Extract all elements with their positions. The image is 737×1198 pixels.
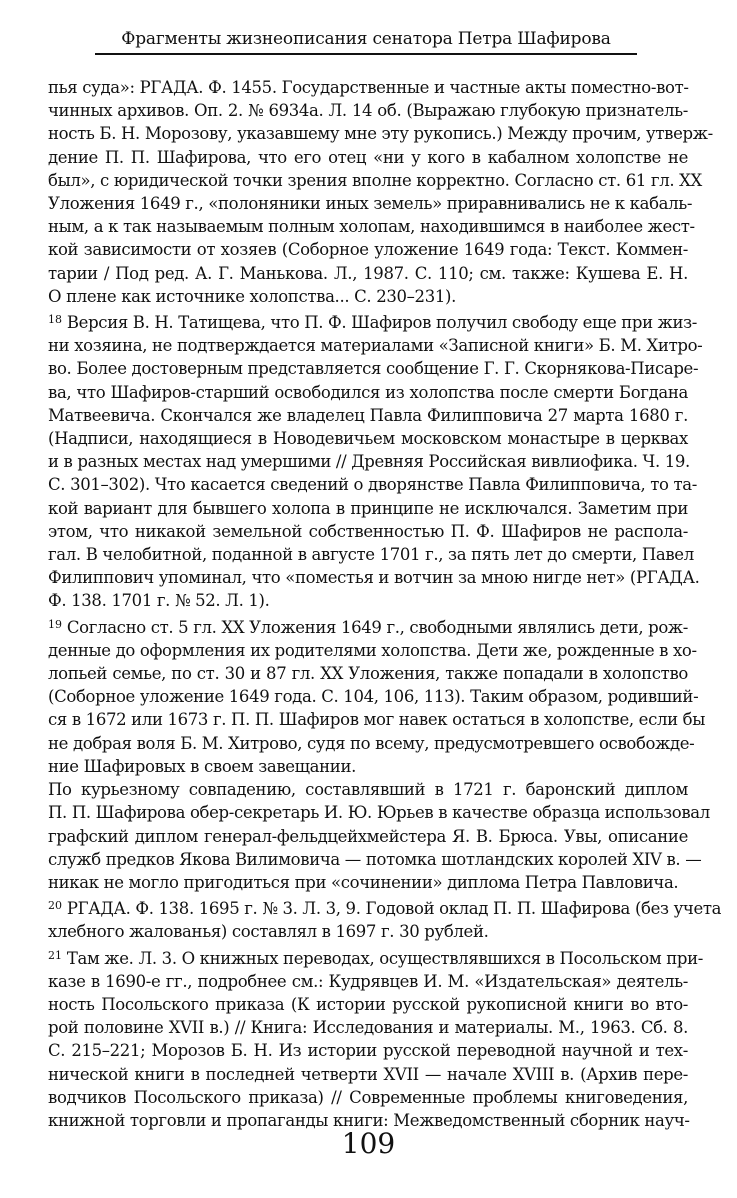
text-line: кой вариант для бывшего холопа в принципе не исключался. Заметим при [48,498,688,518]
text-line: во. Более достоверным представляется сообщение Г. Г. Скорнякова-Писаре- [48,359,699,379]
text-line: С. 301–302). Что касается сведений о дворянстве Павла Филипповича, то та- [48,475,698,495]
text-line: дение П. П. Шафирова, что его отец «ни у кого в кабалном холопстве не [48,147,688,167]
footnote-number: 20 [48,899,62,913]
text-line: казе в 1690-е гг., подробнее см.: Кудрявцев И. М. «Издательская» деятель- [48,971,688,991]
footnote-18 [48,308,698,334]
footnotes-text [48,76,722,1132]
footnote-20 [48,894,722,920]
text-line: водчиков Посольского приказа) // Современные проблемы книговедения, [48,1087,688,1107]
text-line: хлебного жалованья) составлял в 1697 г. 30 рублей. [48,922,489,942]
text-line: По курьезному совпадению, составлявший в 1721 г. баронский диплом [48,780,688,800]
text-line: (Соборное уложение 1649 года. С. 104, 106, 113). Таким образом, родивший- [48,687,699,707]
footnote-number: 19 [48,617,62,631]
text-line: рой половине XVII в.) // Книга: Исследования и материалы. М., 1963. Сб. 8. [48,1018,688,1038]
text-line: был», с юридической точки зрения вполне корректно. Согласно ст. 61 гл. XX [48,170,702,190]
text-line: пья суда»: РГАДА. Ф. 1455. Государственные и частные акты поместно-вот- [48,78,689,97]
text-line: этом, что никакой земельной собственностью П. Ф. Шафиров не распола- [48,521,688,541]
text-line: Ф. 138. 1701 г. № 52. Л. 1). [48,591,270,611]
text-line: Согласно ст. 5 гл. XX Уложения 1649 г., свободными являлись дети, рож- [66,617,688,637]
text-line: тарии / Под ред. А. Г. Манькова. Л., 1987. С. 110; см. также: Кушева Е. Н. [48,263,688,283]
text-line: ся в 1672 или 1673 г. П. П. Шафиров мог навек остаться в холопстве, если бы [48,710,706,730]
text-line: лопьей семье, по ст. 30 и 87 гл. XX Уложения, также попадали в холопство [48,664,688,684]
text-line: ность Посольского приказа (К истории русской рукописной книги во вто- [48,994,688,1014]
text-line: ва, что Шафиров-старший освободился из холопства после смерти Богдана [48,382,688,402]
text-line: (Надписи, находящиеся в Новодевичьем московском монастыре в церквах [48,429,688,449]
text-line: ние Шафировых в своем завещании. [48,756,356,776]
text-line: ни хозяина, не подтверждается материалами «Записной книги» Б. М. Хитро- [48,336,703,356]
text-line: С. 215–221; Морозов Б. Н. Из истории русской переводной научной и тех- [48,1041,688,1061]
text-line: Версия В. Н. Татищева, что П. Ф. Шафиров получил свободу еще при жиз- [66,313,698,333]
footnote-number: 18 [48,313,62,327]
header-rule [95,53,637,55]
text-line: РГАДА. Ф. 138. 1695 г. № 3. Л. 3, 9. Годовой оклад П. П. Шафирова (без учета [66,899,722,919]
text-line: Уложения 1649 г., «полоняники иных земель» приравнивались не к кабаль- [48,194,693,214]
footnote-21 [48,944,703,970]
text-line: денные до оформления их родителями холопства. Дети же, рожденные в хо- [48,640,697,660]
text-line: гал. В челобитной, поданной в августе 1701 г., за пять лет до смерти, Павел [48,545,694,565]
running-header: Фрагменты жизнеописания сенатора Петра Шафирова [121,29,611,49]
text-line: О плене как источнике холопства... С. 230–231). [48,286,456,306]
page-number: 109 [341,1127,396,1160]
text-line: П. П. Шафирова обер-секретарь И. Ю. Юрьев в качестве образца использовал [48,803,710,823]
text-line: графский диплом генерал-фельдцейхмейстера Я. В. Брюса. Увы, описание [48,826,688,846]
footnote-19 [48,613,688,639]
text-line: Филиппович упоминал, что «поместья и вотчин за мною нигде нет» (РГАДА. [48,568,700,588]
text-line: кой зависимости от хозяев (Соборное уложение 1649 года: Текст. Коммен- [48,240,688,260]
text-line: не добрая воля Б. М. Хитрово, судя по всему, предусмотревшего освобожде- [48,733,695,753]
text-line: Там же. Л. 3. О книжных переводах, осуществлявшихся в Посольском при- [66,948,703,968]
text-line: ным, а к так называемым полным холопам, находившимся в наиболее жест- [48,217,695,237]
text-line: служб предков Якова Вилимовича — потомка шотландских королей XIV в. — [48,849,702,869]
text-line: никак не могло пригодиться при «сочинении» диплома Петра Павловича. [48,872,679,892]
text-line: нической книги в последней четверти XVII — начале XVIII в. (Архив пере- [48,1064,688,1084]
text-line: Матвеевича. Скончался же владелец Павла Филипповича 27 марта 1680 г. [48,405,688,425]
text-line: ность Б. Н. Морозову, указавшему мне эту рукопись.) Между прочим, утверж- [48,124,713,144]
text-line: книжной торговли и пропаганды книги: Межведомственный сборник науч- [48,1110,690,1130]
text-line: и в разных местах над умершими // Древняя Российская вивлиофика. Ч. 19. [48,452,690,472]
text-line: чинных архивов. Оп. 2. № 6934а. Л. 14 об. (Выражаю глубокую признатель- [48,101,688,121]
footnote-number: 21 [48,948,62,962]
